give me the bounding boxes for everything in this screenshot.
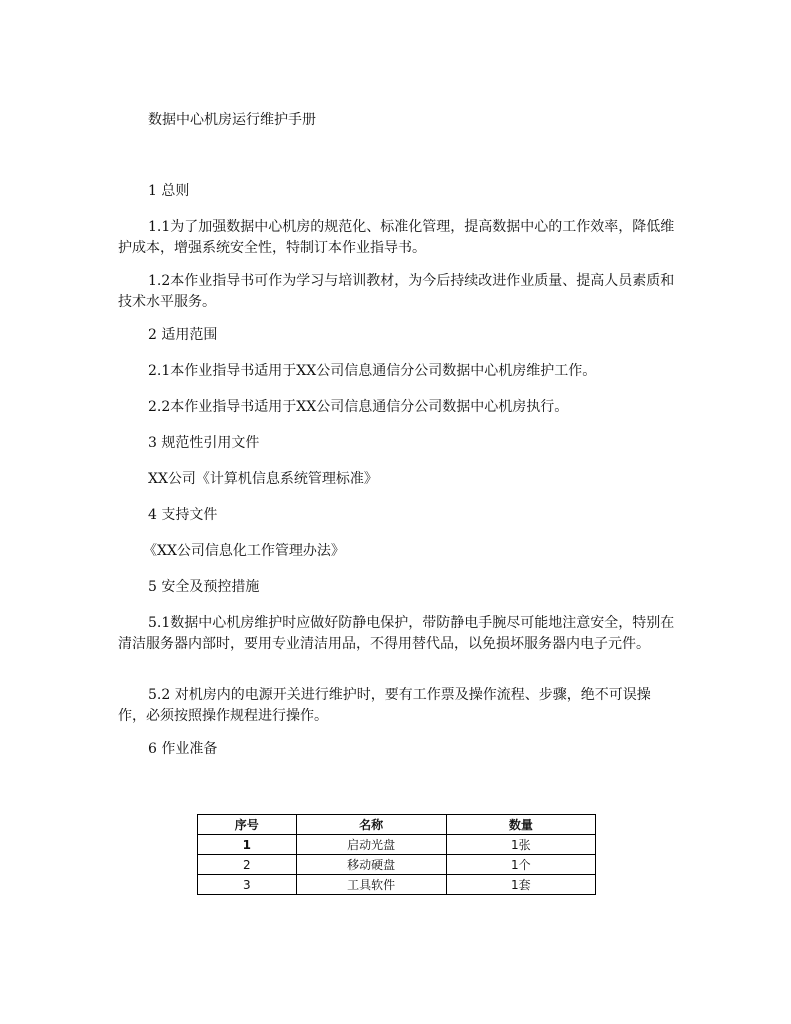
heading-support: 4 支持文件 <box>148 507 218 523</box>
cell-index: 2 <box>198 855 297 875</box>
cell-name: 移动硬盘 <box>296 855 446 875</box>
cell-name: 启动光盘 <box>296 835 446 855</box>
document-title: 数据中心机房运行维护手册 <box>148 112 316 128</box>
cell-quantity: 1个 <box>446 855 595 875</box>
heading-general: 1 总则 <box>148 183 190 199</box>
paragraph-2-2: 2.2本作业指导书适用于XX公司信息通信分公司数据中心机房执行。 <box>148 399 569 415</box>
header-quantity: 数量 <box>446 815 595 835</box>
paragraph-2-1: 2.1本作业指导书适用于XX公司信息通信分公司数据中心机房维护工作。 <box>148 363 597 379</box>
header-name: 名称 <box>296 815 446 835</box>
reference-standard: XX公司《计算机信息系统管理标准》 <box>148 471 378 487</box>
paragraph-5-2: 5.2 对机房内的电源开关进行维护时，要有工作票及操作流程、步骤，绝不可误操作，必须按照操作规程进行操作。 <box>118 687 651 724</box>
paragraph-1-1: 1.1为了加强数据中心机房的规范化、标准化管理，提高数据中心的工作效率，降低维护成本，增强系统安全性，特制订本作业指导书。 <box>118 219 675 256</box>
paragraph-1-2: 1.2本作业指导书可作为学习与培训教材，为今后持续改进作业质量、提高人员素质和技术水平服务。 <box>118 273 675 310</box>
cell-index: 1 <box>198 835 297 855</box>
header-index: 序号 <box>198 815 297 835</box>
heading-scope: 2 适用范围 <box>148 327 218 343</box>
table-row <box>198 855 596 875</box>
cell-quantity: 1张 <box>446 835 595 855</box>
table-row <box>198 875 596 895</box>
heading-safety: 5 安全及预控措施 <box>148 579 260 595</box>
table-row <box>198 835 596 855</box>
cell-name: 工具软件 <box>296 875 446 895</box>
cell-index: 3 <box>198 875 297 895</box>
preparation-table <box>197 814 596 895</box>
cell-quantity: 1套 <box>446 875 595 895</box>
heading-preparation: 6 作业准备 <box>148 741 218 757</box>
heading-references: 3 规范性引用文件 <box>148 435 260 451</box>
support-document: 《XX公司信息化工作管理办法》 <box>143 543 345 559</box>
paragraph-5-1: 5.1数据中心机房维护时应做好防静电保护，带防静电手腕尽可能地注意安全，特别在清洁服务器内部时，要用专业清洁用品，不得用替代品，以免损坏服务器内电子元件。 <box>118 615 675 652</box>
table-header-row <box>198 815 596 835</box>
